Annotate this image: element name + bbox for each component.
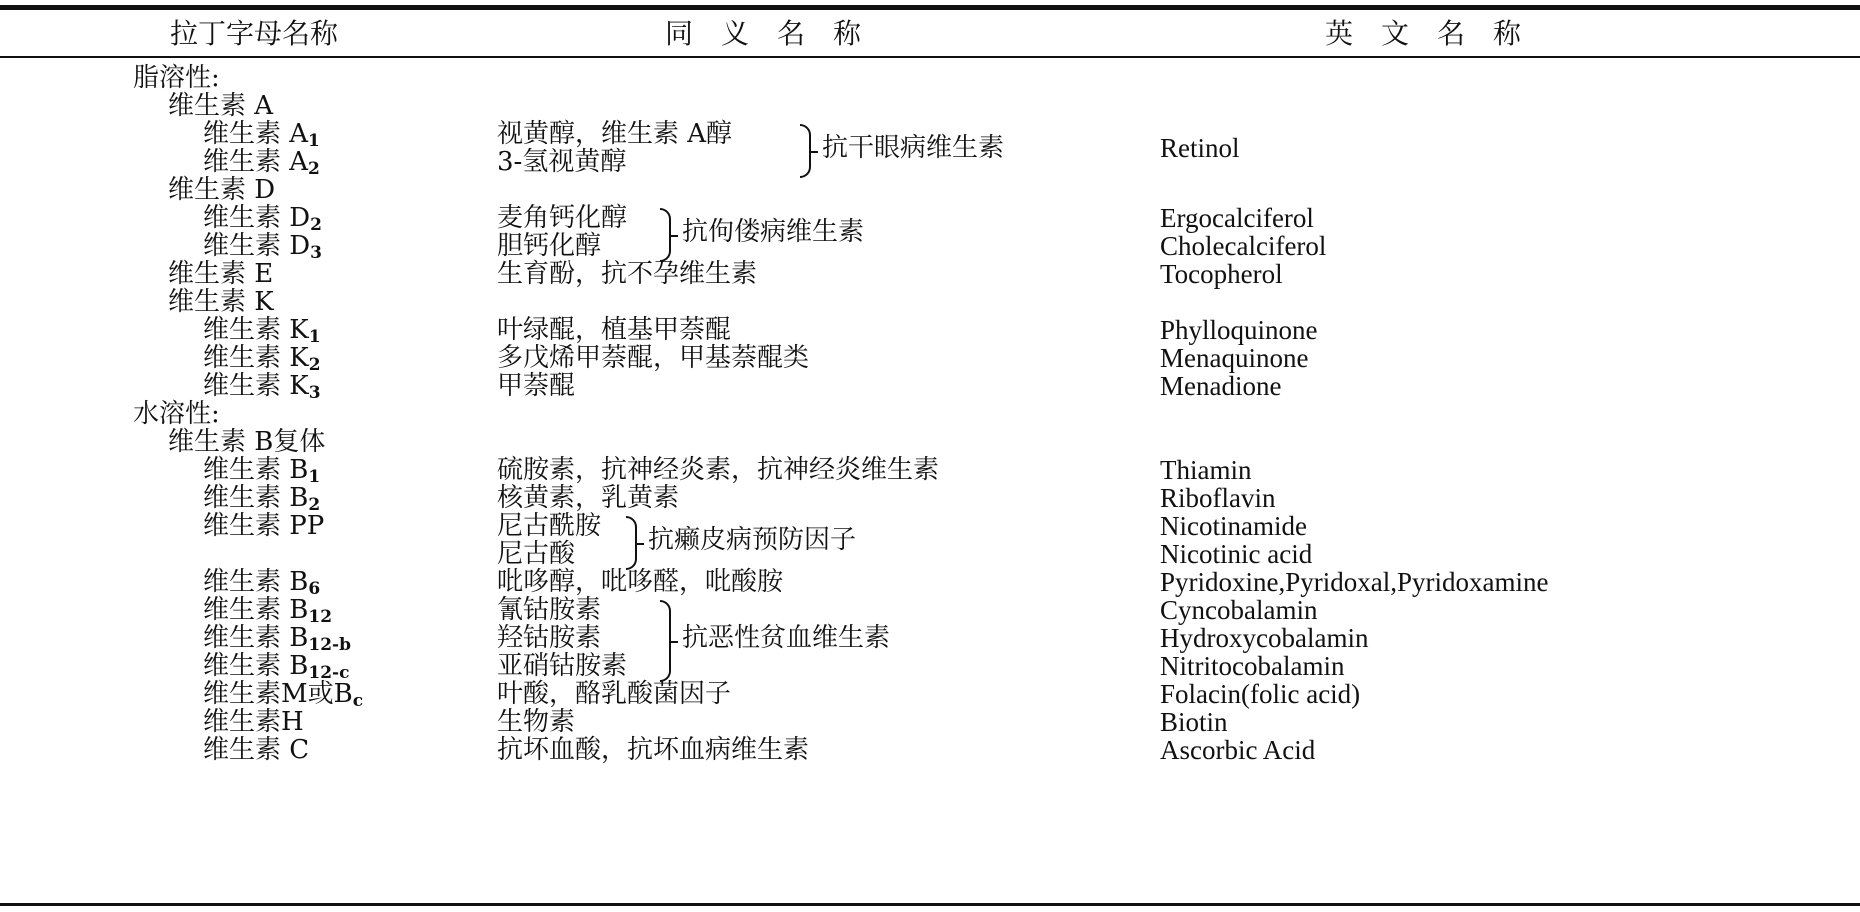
item-vitamin-h: 维生素H — [203, 707, 304, 737]
english-b12b: Hydroxycobalamin — [1160, 623, 1369, 653]
synonym-d2: 麦角钙化醇 — [497, 203, 628, 233]
synonym-k2: 多戊烯甲萘醌，甲基萘醌类 — [497, 343, 810, 373]
synonym-pp-1: 尼古酰胺 — [497, 511, 602, 541]
english-b12c: Nitritocobalamin — [1160, 651, 1345, 681]
synonym-e: 生育酚，抗不孕维生素 — [497, 259, 758, 289]
item-vitamin-a2: 维生素 $A_2$ — [203, 147, 320, 179]
table-top-rule — [0, 5, 1860, 10]
english-k1: Phylloquinone — [1160, 315, 1318, 345]
synonym-k3: 甲萘醌 — [497, 371, 576, 401]
brace-label-vitamin-d: 抗佝偻病维生素 — [682, 217, 865, 247]
english-b1: Thiamin — [1160, 455, 1252, 485]
section-fat-soluble: 脂溶性: — [133, 63, 220, 93]
group-vitamin-d: 维生素 D — [168, 175, 276, 205]
synonym-b2: 核黄素，乳黄素 — [497, 483, 680, 513]
group-vitamin-k: 维生素 K — [168, 287, 274, 317]
section-water-soluble: 水溶性: — [133, 399, 220, 429]
item-vitamin-pp: 维生素 PP — [203, 511, 325, 541]
brace-vitamin-b12 — [660, 600, 671, 682]
brace-vitamin-d — [660, 208, 671, 262]
header-latin-name: 拉丁字母名称 — [170, 17, 339, 50]
synonym-k1: 叶绿醌，植基甲萘醌 — [497, 315, 732, 345]
synonym-b12c: 亚硝钴胺素 — [497, 651, 628, 681]
synonym-h: 生物素 — [497, 707, 576, 737]
item-vitamin-d3: 维生素 $D_3$ — [203, 231, 322, 263]
item-vitamin-k1: 维生素 $K_1$ — [203, 315, 321, 347]
english-pp-2: Nicotinic acid — [1160, 539, 1313, 569]
item-vitamin-k2: 维生素 $K_2$ — [203, 343, 321, 375]
brace-label-vitamin-b12: 抗恶性贫血维生素 — [682, 623, 891, 653]
group-vitamin-b-complex: 维生素 B复体 — [168, 427, 326, 457]
item-vitamin-b12c: 维生素 $B_{12-c}$ — [203, 651, 350, 683]
english-b2: Riboflavin — [1160, 483, 1276, 513]
english-pp-1: Nicotinamide — [1160, 511, 1307, 541]
item-vitamin-b6: 维生素 $B_6$ — [203, 567, 321, 599]
english-h: Biotin — [1160, 707, 1228, 737]
english-b6: Pyridoxine,Pyridoxal,Pyridoxamine — [1160, 567, 1549, 597]
group-vitamin-e: 维生素 E — [168, 259, 274, 289]
brace-label-vitamin-a: 抗干眼病维生素 — [822, 133, 1005, 163]
header-synonym: 同义名称 — [665, 17, 890, 50]
synonym-b1: 硫胺素，抗神经炎素，抗神经炎维生素 — [497, 455, 940, 485]
english-m-bc: Folacin(folic acid) — [1160, 679, 1361, 709]
english-d3: Cholecalciferol — [1160, 231, 1327, 261]
brace-vitamin-a — [800, 124, 811, 178]
item-vitamin-d2: 维生素 $D_2$ — [203, 203, 322, 235]
english-c: Ascorbic Acid — [1160, 735, 1316, 765]
item-vitamin-m-bc: 维生素M或$B_c$ — [203, 679, 364, 711]
brace-vitamin-pp — [626, 516, 637, 570]
english-k3: Menadione — [1160, 371, 1282, 401]
group-vitamin-a: 维生素 A — [168, 91, 274, 121]
synonym-c: 抗坏血酸，抗坏血病维生素 — [497, 735, 810, 765]
synonym-a1: 视黄醇，维生素 A醇 — [497, 119, 733, 149]
synonym-pp-2: 尼古酸 — [497, 539, 576, 569]
english-b12: Cyncobalamin — [1160, 595, 1318, 625]
header-english-name: 英文名称 — [1325, 17, 1550, 50]
brace-label-vitamin-pp: 抗癞皮病预防因子 — [648, 525, 857, 555]
table-bottom-rule — [0, 903, 1860, 906]
synonym-m-bc: 叶酸，酪乳酸菌因子 — [497, 679, 732, 709]
item-vitamin-b12b: 维生素 $B_{12-b}$ — [203, 623, 351, 655]
item-vitamin-k3: 维生素 $K_3$ — [203, 371, 321, 403]
english-k2: Menaquinone — [1160, 343, 1309, 373]
english-d2: Ergocalciferol — [1160, 203, 1314, 233]
item-vitamin-b1: 维生素 $B_1$ — [203, 455, 321, 487]
synonym-a2: 3-氢视黄醇 — [497, 147, 627, 177]
english-e: Tocopherol — [1160, 259, 1283, 289]
synonym-b12: 氰钴胺素 — [497, 595, 602, 625]
synonym-b6: 吡哆醇，吡哆醛，吡酸胺 — [497, 567, 784, 597]
item-vitamin-b2: 维生素 $B_2$ — [203, 483, 321, 515]
item-vitamin-c: 维生素 C — [203, 735, 310, 765]
item-vitamin-b12: 维生素 $B_{12}$ — [203, 595, 333, 627]
synonym-d3: 胆钙化醇 — [497, 231, 602, 261]
english-retinol: Retinol — [1160, 133, 1240, 163]
item-vitamin-a1: 维生素 $A_1$ — [203, 119, 320, 151]
table-header-rule — [0, 56, 1860, 58]
synonym-b12b: 羟钴胺素 — [497, 623, 602, 653]
